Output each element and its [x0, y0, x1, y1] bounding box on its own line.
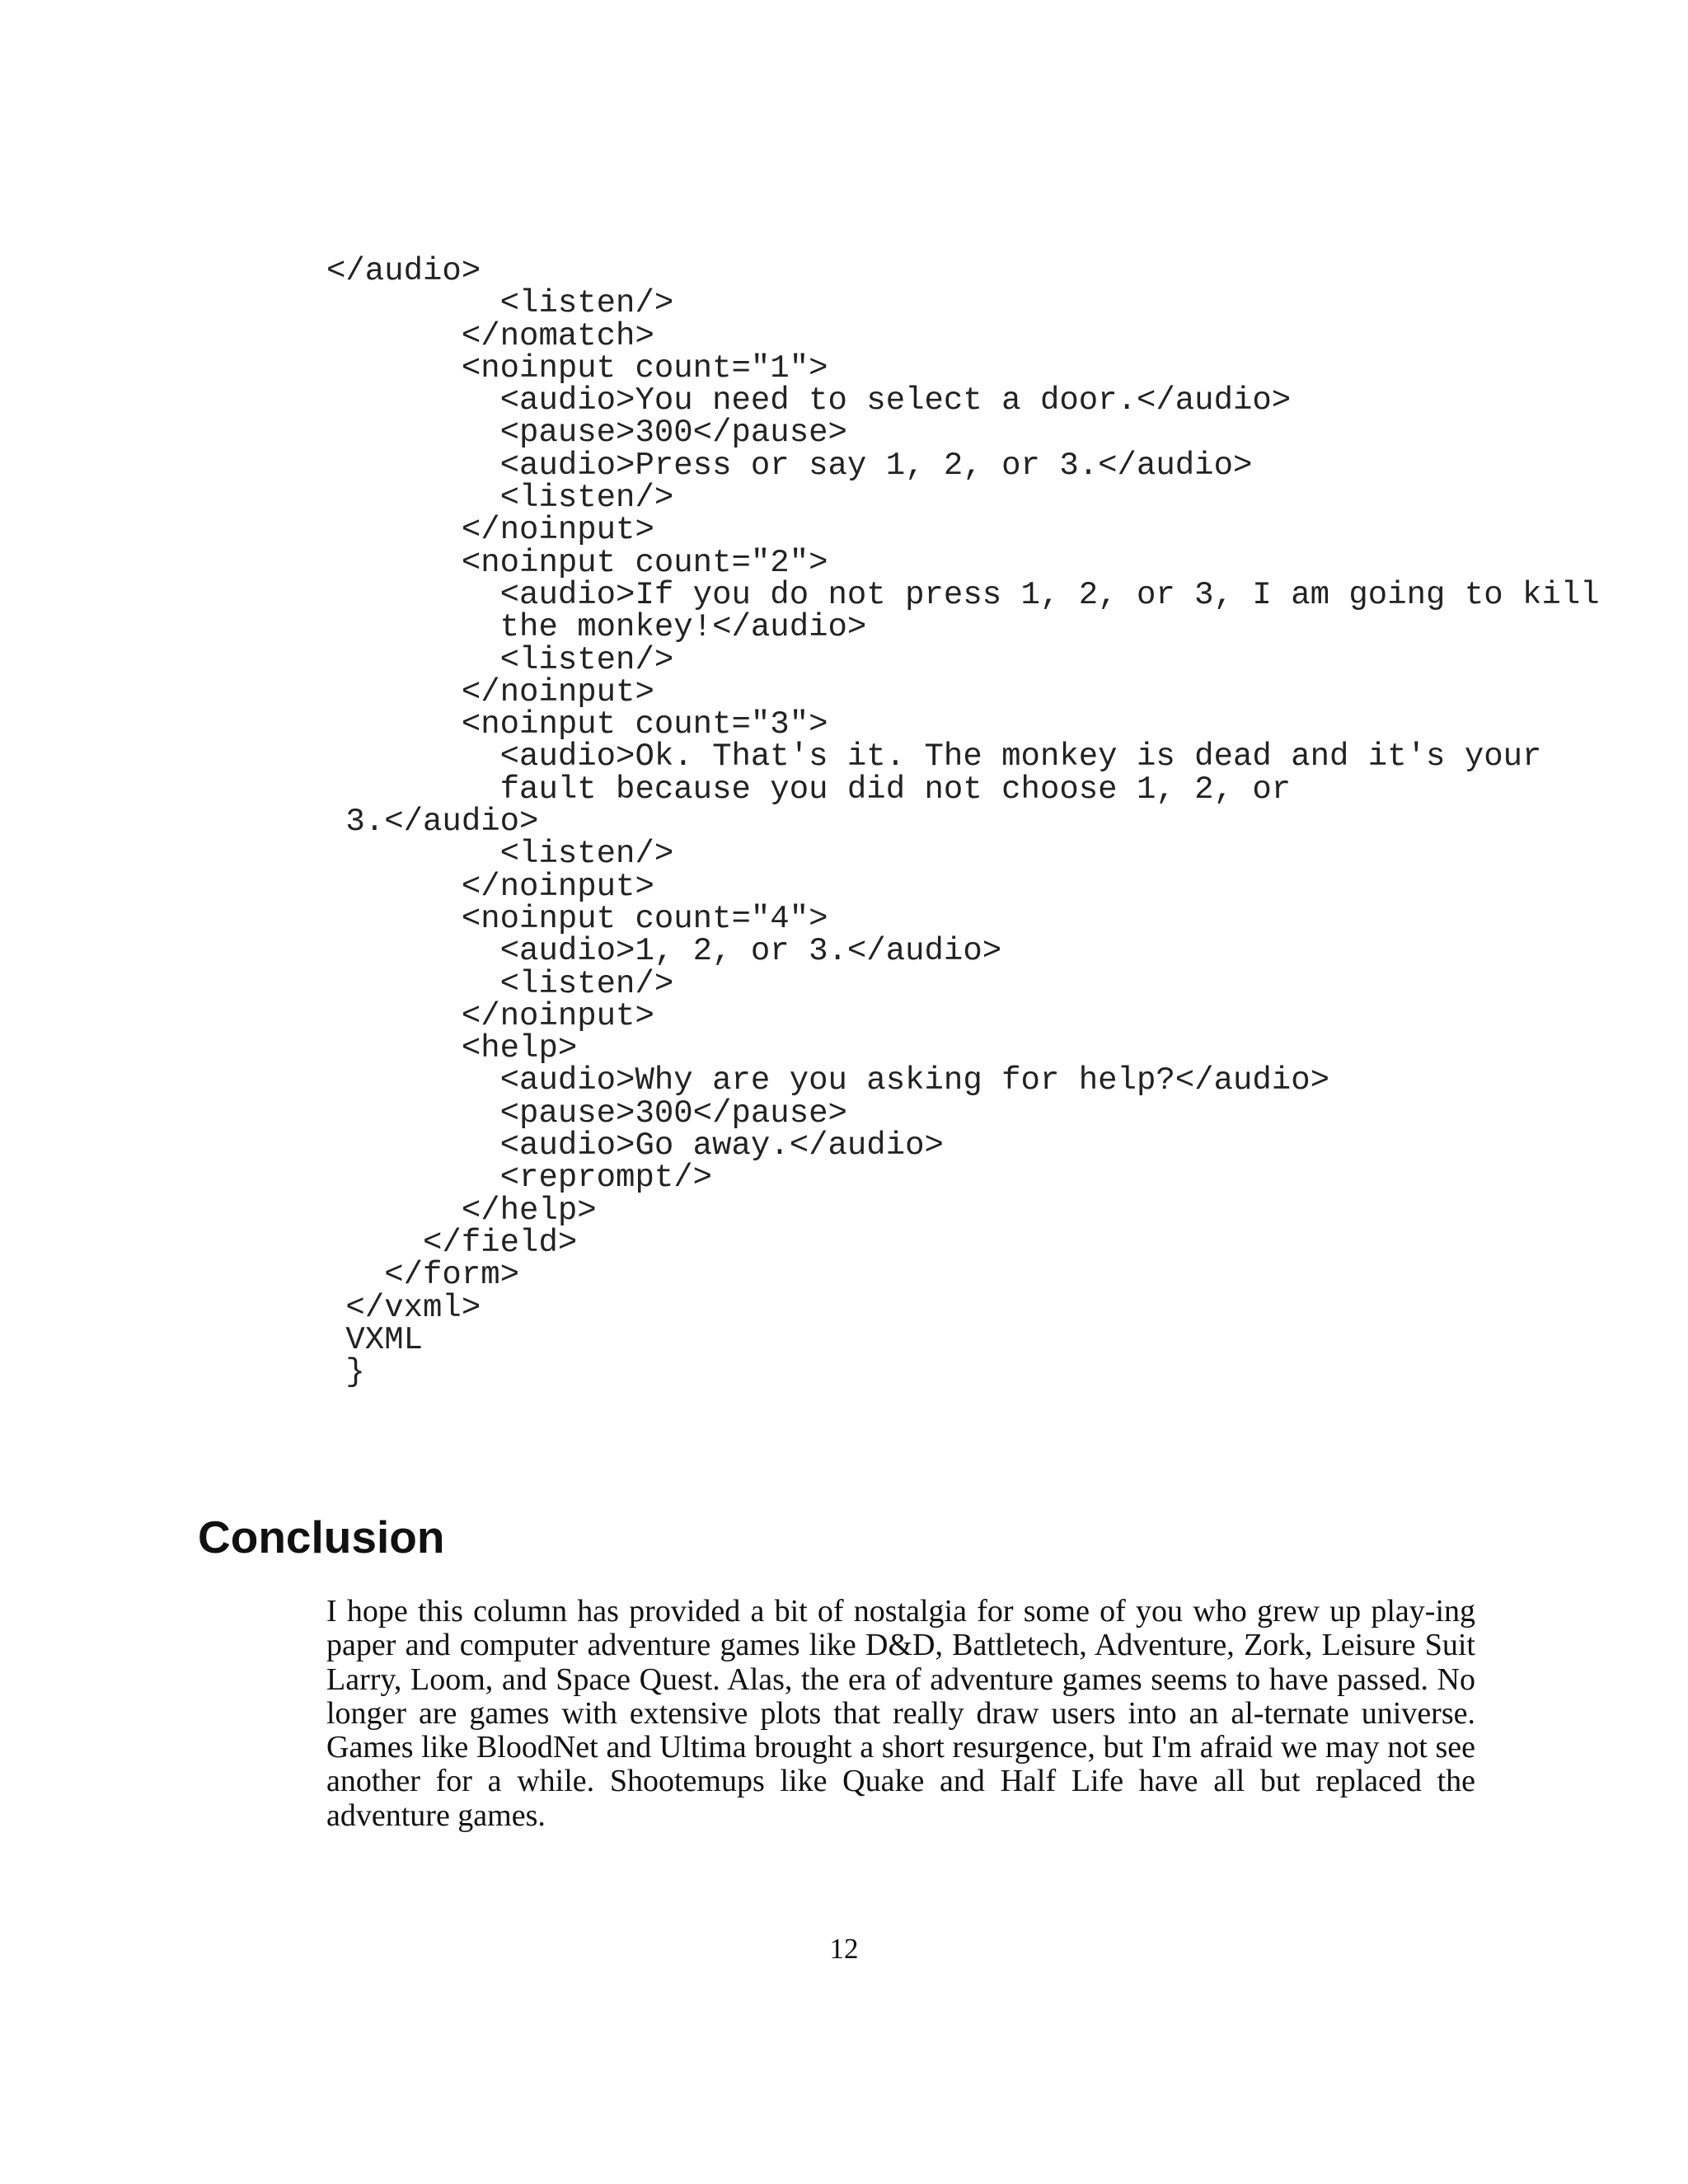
- code-line-23: <listen/>: [326, 965, 674, 1002]
- code-line-35: }: [326, 1354, 365, 1391]
- code-line-7: <audio>Press or say 1, 2, or 3.</audio>: [326, 447, 1253, 484]
- code-line-31: </field>: [326, 1224, 578, 1261]
- code-line-13: <listen/>: [326, 641, 674, 678]
- code-line-33: </vxml>: [326, 1289, 481, 1326]
- code-line-1: </audio>: [326, 253, 481, 289]
- code-line-8: <listen/>: [326, 480, 674, 517]
- conclusion-paragraph: I hope this column has provided a bit of nostalgia for some of you who grew up play-ing paper and computer adventure games like D&D, Battletech, Adventure, Zork, Leisure Suit Larry, Loom, and Space Quest. Alas, the era of adventure games seems to have passed. No longer are games with extensive plots that really draw users into an al-ternate universe. Games like BloodNet and Ultima brought a short resurgence, but I'm afraid we may not see another for a while. Shootemups like Quake and Half Life have all but replaced the adventure games.: [326, 1594, 1475, 1833]
- code-line-27: <pause>300</pause>: [326, 1094, 847, 1132]
- conclusion-heading: Conclusion: [198, 1511, 445, 1563]
- code-line-6: <pause>300</pause>: [326, 415, 847, 452]
- code-line-4: <noinput count="1">: [326, 349, 828, 387]
- code-line-17: fault because you did not choose 1, 2, or: [326, 771, 1292, 808]
- code-line-28: <audio>Go away.</audio>: [326, 1127, 944, 1165]
- vxml-code-listing: [326, 255, 1600, 1389]
- code-line-15: <noinput count="3">: [326, 706, 828, 743]
- code-line-29: <reprompt/>: [326, 1160, 713, 1197]
- code-line-12: the monkey!</audio>: [326, 609, 867, 646]
- code-line-3: </nomatch>: [326, 317, 654, 354]
- code-line-9: </noinput>: [326, 512, 654, 549]
- code-line-22: <audio>1, 2, or 3.</audio>: [326, 933, 1002, 970]
- code-line-2: <listen/>: [326, 285, 674, 322]
- code-line-20: </noinput>: [326, 868, 654, 905]
- code-line-18: 3.</audio>: [326, 804, 539, 841]
- code-line-21: <noinput count="4">: [326, 900, 828, 937]
- code-line-10: <noinput count="2">: [326, 544, 828, 581]
- code-line-19: <listen/>: [326, 836, 674, 873]
- code-line-30: </help>: [326, 1192, 597, 1229]
- code-line-11: <audio>If you do not press 1, 2, or 3, I am going to kill: [326, 576, 1600, 613]
- code-line-25: <help>: [326, 1030, 578, 1067]
- page-number: 12: [829, 1933, 859, 1965]
- code-line-26: <audio>Why are you asking for help?</audio>: [326, 1062, 1329, 1099]
- code-line-16: <audio>Ok. That's it. The monkey is dead and it's your: [326, 738, 1542, 776]
- code-line-32: </form>: [326, 1257, 520, 1294]
- code-line-24: </noinput>: [326, 997, 654, 1034]
- code-line-34: VXML: [326, 1321, 424, 1358]
- code-line-5: <audio>You need to select a door.</audio>: [326, 382, 1292, 419]
- code-line-14: </noinput>: [326, 673, 654, 710]
